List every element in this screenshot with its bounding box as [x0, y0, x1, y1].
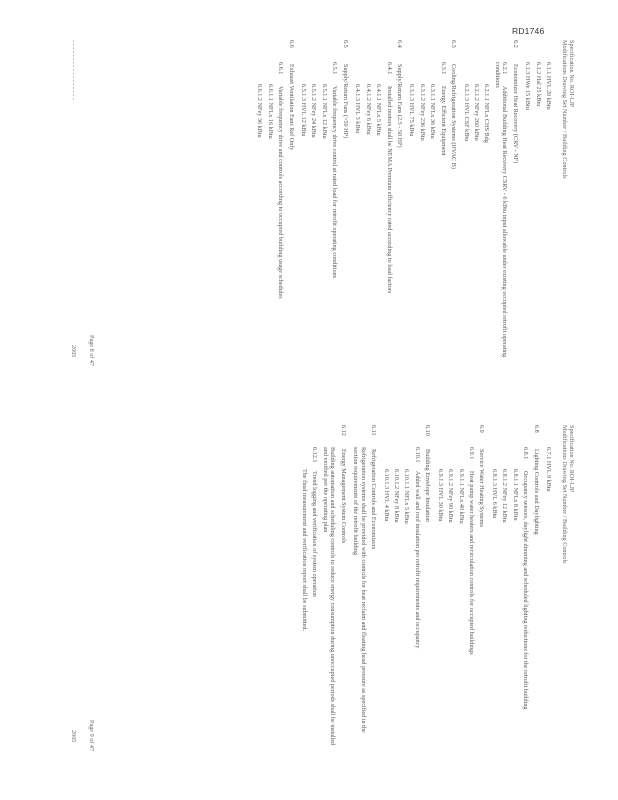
- right_column-section-text: 6.8.1.3 HVL 6 kBtu: [490, 469, 498, 519]
- right_column-section-row: [545, 425, 552, 780]
- left_column-section-row: [408, 40, 415, 395]
- right_column-section-text: 6.8.1.2 NFey 12 kBtu: [501, 469, 509, 523]
- right_column-section-row: [393, 425, 400, 780]
- left_column-section-text: 6.4.1.3 HVL 3 kBtu: [354, 84, 362, 134]
- left_column-section-number: 6.6.1: [277, 62, 285, 75]
- right_column-section-number: 6.12.1: [311, 447, 319, 463]
- left_column-section-row: [341, 40, 348, 395]
- left_column-section-text: 6.6.1.1 NFLx 16 kBtu: [266, 84, 274, 139]
- left_column-section-row: [331, 40, 338, 362]
- left-column: [55, 40, 575, 395]
- left_column-section-row: [277, 40, 284, 362]
- right_column-section-number: 6.10: [424, 425, 432, 436]
- right_column-section-text: Added wall and roof insulation per retrofit requirements and occupancy: [413, 471, 421, 649]
- left_column-section-row: [545, 40, 552, 395]
- right_column-section-text: The final measurement and verification report shall be submitted.: [301, 469, 309, 632]
- left_column-section-text: 6.2.1.2 NFey 260 kBtu: [473, 84, 481, 141]
- left_column-section-text: Additional Building Heat Recovery CSRV - 6 kBtu input allowable under existing occupied retrofit operating conditions: [493, 62, 509, 358]
- left_column-section-row: [321, 40, 328, 395]
- left_column-section-text: 6.4.1.2 NFey 6 kBtu: [364, 84, 372, 135]
- right_column-section-row: [478, 425, 485, 780]
- right_column-section-number: 6.9.1: [468, 447, 476, 460]
- right_column-section-text: Refrigeration Controls and Economizers: [370, 449, 378, 550]
- right_column-section-number: 6.9: [478, 425, 486, 433]
- left_column-section-text: Supply/Return Fans (2.5 - 50 HP): [396, 64, 403, 148]
- left_column-section-text: Energy Efficient Equipment: [439, 86, 447, 156]
- right_column-header-line: Modifications Drawing Set Number / Building Controls: [560, 425, 568, 564]
- left_column-section-number: 6.3: [450, 40, 458, 48]
- left_column-section-number: 6.5: [341, 40, 349, 48]
- right-footer-date: 2005: [70, 730, 77, 743]
- right_column-section-text: 6.8.1.1 NFLx 8 kBtu: [511, 469, 519, 521]
- page-label: RD1746: [512, 26, 545, 36]
- left_column-section-row: [534, 40, 541, 395]
- right_column-section-row: [522, 425, 529, 747]
- right_column-section-text: Energy Management System Controls: [339, 449, 347, 544]
- left_column-header-line: Specification No. ROI-LJP: [568, 40, 575, 108]
- right_column-section-text: 6.9.1.1 NFLx 40 kBtu: [457, 469, 465, 524]
- left_column-section-text: Variable frequency drive control at rated load for retrofit operating conditions: [331, 86, 339, 279]
- right_column-section-row: [436, 425, 443, 780]
- left_column-section-row: [354, 40, 361, 395]
- right_column-section-row: [301, 425, 308, 769]
- left_column-section-text: 6.1.2 Hal 25 kBtu: [534, 62, 542, 107]
- left-footer-page: Page 8 of 47: [88, 335, 95, 367]
- left_column-section-text: 6.4.1.1 NFLx 5 kBtu: [375, 84, 383, 136]
- right_column-section-text: Heat pump water heaters and recirculation controls for occupied buildings: [468, 471, 476, 655]
- left_column-section-text: 6.5.1.3 HVL 12 kBtu: [300, 84, 308, 137]
- left_column-section-number: 6.5.1: [331, 62, 339, 75]
- left_column-section-row: [494, 40, 509, 362]
- right_column-section-row: [311, 425, 318, 780]
- right_column-section-text: Refrigeration systems shall be provided with controls for heat reclaim and floating head pressure as specified in the section requirements of the retrofit building: [352, 447, 367, 733]
- right-footer-page: Page 9 of 47: [88, 720, 95, 752]
- right-column: [55, 425, 575, 780]
- right_column-section-text: Service Water Heating Systems: [478, 449, 486, 527]
- right_column-section-text: Trend logging and verification of system operation: [311, 471, 319, 597]
- right_column-section-row: [491, 425, 498, 780]
- right_column-section-row: [457, 425, 464, 780]
- left_column-section-row: [396, 40, 403, 395]
- right_column-section-row: [403, 425, 410, 780]
- left_column-section-text: 6.2.1.3 HVL CSF kBtu: [462, 84, 470, 142]
- right_column-section-row: [382, 425, 389, 780]
- right_column-section-row: [532, 425, 539, 780]
- left_column-section-row: [385, 40, 392, 362]
- left_column-section-text: Cooling/Refrigeration Systems (HVAC B): [450, 64, 458, 169]
- left-footer-rule: - - - - - - - - - - - - - - - - -: [70, 40, 77, 100]
- right_column-section-text: Building Envelope Insulation: [424, 449, 432, 522]
- right_column-section-row: [413, 425, 420, 747]
- right_column-section-number: 6.12: [339, 425, 347, 436]
- left_column-section-row: [418, 40, 425, 395]
- right_column-section-text: Building automation and scheduling controls to reduce energy consumption during unoccupied periods shall be installed and verified per the operating plan: [321, 447, 337, 746]
- left_column-section-text: 6.1.1 HVL 20 kBtu: [545, 62, 553, 110]
- right_column-section-number: 6.8: [532, 425, 540, 433]
- right_column-section-row: [370, 425, 377, 780]
- right_column-section-text: 6.7.1 HVL 9 kBtu: [545, 447, 553, 492]
- right_column-section-row: [511, 425, 518, 780]
- left_column-section-text: 6.3.1.3 HVL 75 kBtu: [408, 84, 416, 137]
- left_column-section-text: Installed motors shall be NEMA Premium efficiency rated according to load factors: [385, 86, 393, 294]
- left_column-section-number: 6.6: [287, 40, 295, 48]
- left_column-section-number: 6.4.1: [385, 62, 393, 75]
- left_column-section-text: 6.3.1.2 NFey 236 kBtu: [418, 84, 426, 141]
- right_column-section-number: 6.10.1: [413, 447, 421, 463]
- left_column-section-text: 6.6.1.2 NFey 36 kBtu: [256, 84, 264, 138]
- right_column-section-row: [468, 425, 475, 747]
- left_column-section-row: [266, 40, 273, 395]
- right_column-section-text: 6.10.1.1 NFLx 5 kBtu: [403, 469, 411, 524]
- left-footer-date: 2005: [70, 345, 77, 358]
- left_column-section-row: [429, 40, 436, 395]
- left_column-section-row: [483, 40, 490, 395]
- right_column-section-text: Occupancy sensors, daylight dimming and scheduled lighting reductions for the retrofit building: [522, 471, 530, 710]
- left_column-section-row: [462, 40, 469, 395]
- right_column-section-number: 6.8.1: [522, 447, 530, 460]
- left_column-section-text: Exhaust Ventilation Fans Ref Only: [287, 64, 295, 151]
- left_column-section-row: [364, 40, 371, 395]
- left_column-section-row: [375, 40, 382, 395]
- left_column-section-text: 6.2.1.1 NFLx CHS Bdg: [483, 84, 491, 143]
- right_column-section-text: Lighting Controls and Daylighting: [532, 449, 540, 535]
- right_column-section-text: 6.10.1.3 HVL 4 kBtu: [382, 469, 390, 522]
- left_column-section-number: 6.2.1: [501, 62, 509, 75]
- left_column-section-text: 6.3.1.1 NFLx 36 kBtu: [429, 84, 437, 139]
- left_column-section-text: Economizer Heat Recovery (CRV - NF): [511, 64, 519, 164]
- left_column-header-line: Modifications Drawing Set Number / Building Controls: [560, 40, 568, 179]
- left_column-section-row: [473, 40, 480, 395]
- left_column-section-row: [287, 40, 294, 395]
- left_column-section-text: 6.5.1.1 NFLx 12 kBtu: [320, 84, 328, 139]
- right_column-section-row: [447, 425, 454, 780]
- right_column-section-text: 6.10.1.2 NFey 8 kBtu: [393, 469, 400, 523]
- right_column-section-row: [339, 425, 346, 780]
- right_column-header-line: Specification No. ROI-LJP: [568, 425, 575, 493]
- left_column-section-text: 6.5.1.2 NFey 24 kBtu: [310, 84, 318, 138]
- left_column-section-number: 6.2: [511, 40, 519, 48]
- right_column-section-row: [424, 425, 431, 780]
- right_column-section-row: [322, 425, 337, 747]
- right_column-section-number: 6.11: [370, 425, 378, 436]
- left_column-section-number: 6.3.1: [439, 62, 447, 75]
- left_column-section-row: [256, 40, 263, 395]
- left_column-section-number: 6.4: [396, 40, 403, 48]
- right_column-section-row: [501, 425, 508, 780]
- left_column-section-row: [310, 40, 317, 395]
- rotated-page-content: [55, 40, 575, 780]
- left_column-section-row: [524, 40, 531, 395]
- left_column-section-row: [300, 40, 307, 395]
- left_column-section-row: [439, 40, 446, 395]
- left_column-section-text: Supply/Return Fans (>50 HP): [341, 64, 349, 139]
- left_column-section-row: [511, 40, 518, 395]
- right_column-section-text: 6.9.1.3 HVL 30 kBtu: [436, 469, 444, 522]
- left_column-section-row: [450, 40, 457, 395]
- right_column-section-row: [352, 425, 367, 747]
- right_column-section-text: 6.9.1.2 NFey 90 kBtu: [447, 469, 455, 523]
- left_column-section-text: Variable frequency drive and controls according to occupied building usage schedules: [277, 86, 285, 299]
- left_column-section-text: 6.1.3 HWe 15 kBtu: [524, 62, 532, 110]
